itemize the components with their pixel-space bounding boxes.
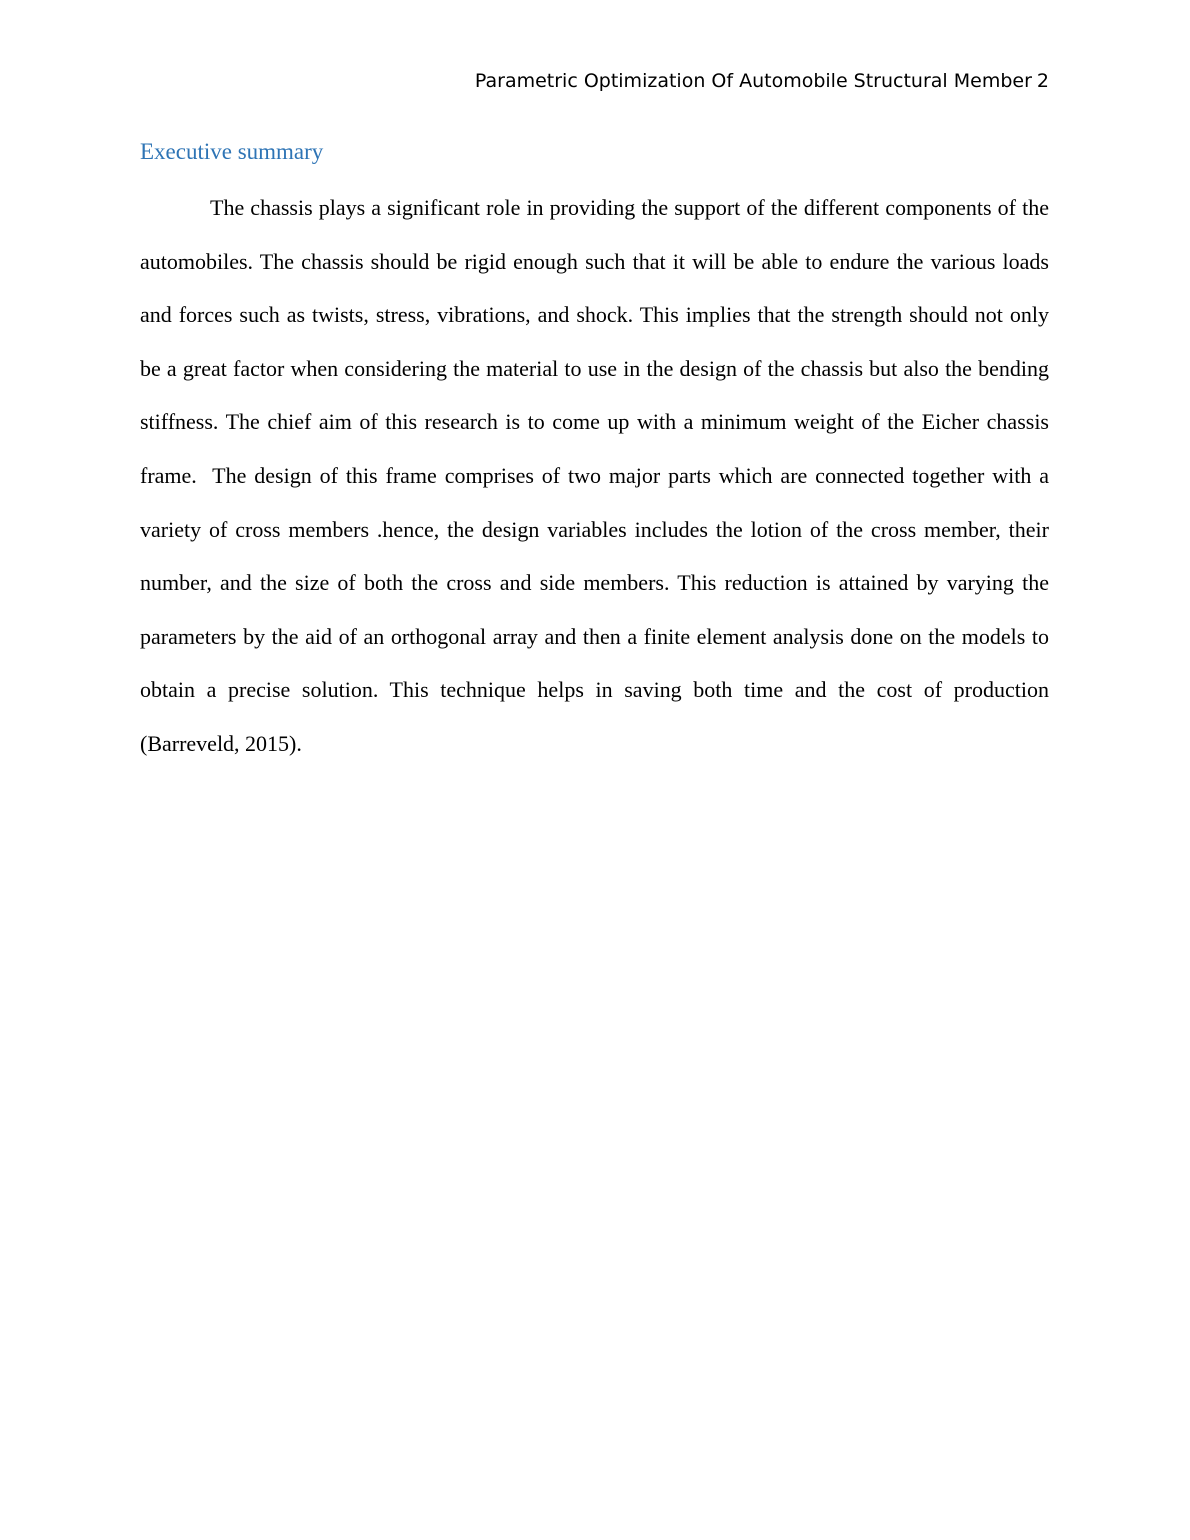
body-paragraph: The chassis plays a significant role in providing the support of the different components of the automobiles. The chassis should be rigid enough such that it will be able to endure the various loads and forces such as twists, stress, vibrations, and shock. This implies that the strength should not only be a great factor when considering the material to use in the design of the chassis but also the bending stiffness. The chief aim of this research is to come up with a minimum weight of the Eicher chassis frame. The design of this frame comprises of two major parts which are connected together with a variety of cross members .hence, the design variables includes the lotion of the cross member, their number, and the size of both the cross and side members. This reduction is attained by varying the parameters by the aid of an orthogonal array and then a finite element analysis done on the models to obtain a precise solution. This technique helps in saving both time and the cost of production (Barreveld, 2015). xyxy=(140,195,1055,756)
page-number: 2 xyxy=(1036,70,1049,92)
running-header xyxy=(475,70,1049,92)
section-heading: Executive summary xyxy=(140,139,324,164)
running-header-title: Parametric Optimization Of Automobile Structural Member xyxy=(474,70,1032,92)
